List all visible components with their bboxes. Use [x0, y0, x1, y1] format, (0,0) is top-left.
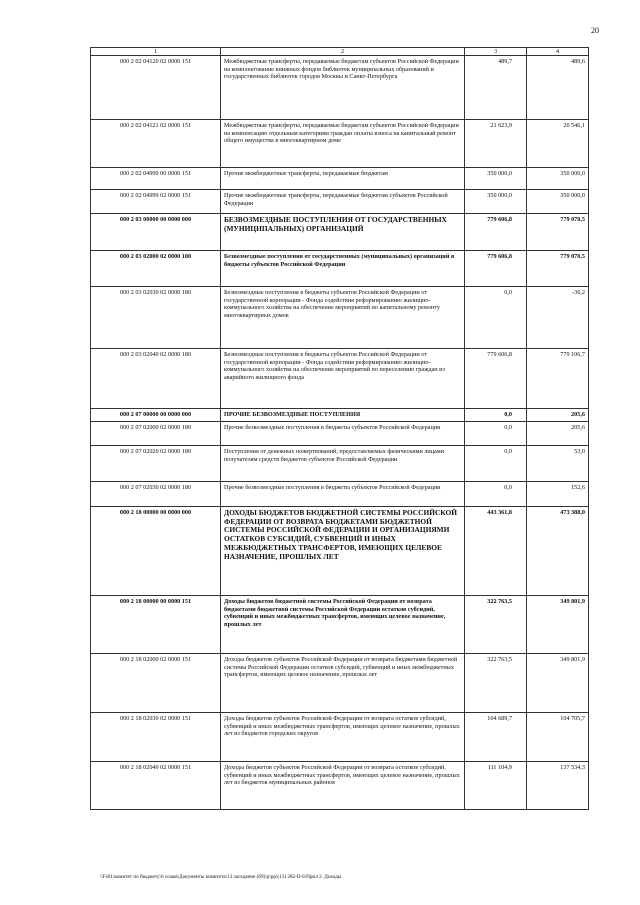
value-column-3: 779 606,8 — [465, 214, 527, 251]
value-column-3: 322 763,5 — [465, 654, 527, 713]
value-column-4: 350 000,0 — [527, 190, 589, 214]
column-header: 3 — [465, 48, 527, 56]
row-description: Прочие межбюджетные трансферты, передаваемые бюджетам субъектов Российской Федерации — [221, 190, 465, 214]
value-column-3: 443 361,8 — [465, 507, 527, 596]
budget-code: 000 2 18 02030 02 0000 151 — [91, 713, 221, 762]
row-description: Межбюджетные трансферты, передаваемые бюджетам субъектов Российской Федерации на комплектование книжных фондов библиотек муниципальных образований и государственных библиотек городов Москвы и Санкт-Петербурга — [221, 56, 465, 120]
document-path-footer: \\Fs01\комитет по бюджету\6 созыв\Документы комитета\13 заседание (69)\р\рр\(13) 282-II-6\Прил 2. Доходы — [100, 874, 342, 880]
table-row — [91, 596, 589, 654]
budget-code: 000 2 03 02030 02 0000 180 — [91, 287, 221, 349]
row-description: Безвозмездные поступления от государственных (муниципальных) организаций в бюджеты субъектов Российской Федерации — [221, 251, 465, 287]
value-column-3: 350 000,0 — [465, 190, 527, 214]
value-column-3: 779 606,8 — [465, 349, 527, 409]
page-number: 20 — [591, 26, 599, 35]
table-row — [91, 287, 589, 349]
value-column-3: 489,7 — [465, 56, 527, 120]
budget-code: 000 2 07 00000 00 0000 000 — [91, 409, 221, 422]
value-column-4: 779 070,5 — [527, 214, 589, 251]
budget-code: 000 2 02 04121 02 0000 151 — [91, 120, 221, 168]
row-description: Безвозмездные поступления в бюджеты субъектов Российской Федерации от государственной корпорации - Фонда содействия реформированию жилищно-коммунального хозяйства на обеспечение мероприятий по переселению граждан из аварийного жилищного фонда — [221, 349, 465, 409]
value-column-3: 0,0 — [465, 482, 527, 507]
table-row — [91, 168, 589, 190]
budget-revenue-table — [90, 47, 589, 810]
budget-code: 000 2 07 02030 02 0000 180 — [91, 482, 221, 507]
row-description: Прочие безвозмездные поступления в бюджеты субъектов Российской Федерации — [221, 482, 465, 507]
row-description: Доходы бюджетов субъектов Российской Федерации от возврата бюджетами бюджетной системы Российской Федерации остатков субсидий, субвенций и иных межбюджетных трансфертов, имеющих целевое назначение, прошлых лет — [221, 654, 465, 713]
value-column-4: 205,6 — [527, 422, 589, 446]
value-column-4: 349 801,9 — [527, 654, 589, 713]
column-header: 1 — [91, 48, 221, 56]
value-column-4: 137 534,3 — [527, 762, 589, 810]
budget-code: 000 2 02 04999 02 0000 151 — [91, 190, 221, 214]
value-column-3: 104 689,7 — [465, 713, 527, 762]
row-description: Доходы бюджетов бюджетной системы Российской Федерации от возврата бюджетами бюджетной системы Российской Федерации остатков субсидий, субвенций и иных межбюджетных трансфертов, имеющих целевое назначение, прошлых лет — [221, 596, 465, 654]
value-column-3: 322 763,5 — [465, 596, 527, 654]
value-column-4: 205,6 — [527, 409, 589, 422]
row-description: Доходы бюджетов субъектов Российской Федерации от возврата остатков субсидий, субвенций и иных межбюджетных трансфертов, имеющих целевое назначение, прошлых лет из бюджетов муниципальных районов — [221, 762, 465, 810]
value-column-4: 104 705,7 — [527, 713, 589, 762]
budget-code: 000 2 02 04999 00 0000 151 — [91, 168, 221, 190]
value-column-4: 489,6 — [527, 56, 589, 120]
column-header: 4 — [527, 48, 589, 56]
budget-code: 000 2 03 02000 02 0000 180 — [91, 251, 221, 287]
value-column-4: 473 388,0 — [527, 507, 589, 596]
budget-code: 000 2 18 00000 00 0000 000 — [91, 507, 221, 596]
value-column-3: 350 000,0 — [465, 168, 527, 190]
value-column-4: 779 070,5 — [527, 251, 589, 287]
budget-code: 000 2 07 02020 02 0000 180 — [91, 446, 221, 482]
row-description: Поступления от денежных пожертвований, предоставляемых физическими лицами получателям средств бюджетов субъектов Российской Федерации — [221, 446, 465, 482]
value-column-4: 152,6 — [527, 482, 589, 507]
row-description: Прочие безвозмездные поступления в бюджеты субъектов Российской Федерации — [221, 422, 465, 446]
budget-code: 000 2 07 02000 02 0000 180 — [91, 422, 221, 446]
row-description: Прочие межбюджетные трансферты, передаваемые бюджетам — [221, 168, 465, 190]
table-row — [91, 422, 589, 446]
value-column-4: 349 801,9 — [527, 596, 589, 654]
table-row — [91, 190, 589, 214]
table-row — [91, 446, 589, 482]
value-column-4: 20 546,1 — [527, 120, 589, 168]
budget-code: 000 2 02 04120 02 0000 151 — [91, 56, 221, 120]
table-row — [91, 349, 589, 409]
value-column-3: 0,0 — [465, 446, 527, 482]
table-row — [91, 251, 589, 287]
row-description: ДОХОДЫ БЮДЖЕТОВ БЮДЖЕТНОЙ СИСТЕМЫ РОССИЙСКОЙ ФЕДЕРАЦИИ ОТ ВОЗВРАТА БЮДЖЕТАМИ БЮДЖЕТНОЙ СИСТЕМЫ РОССИЙСКОЙ ФЕДЕРАЦИИ И ОРГАНИЗАЦИЯМИ ОСТАТКОВ СУБСИДИЙ, СУБВЕНЦИЙ И ИНЫХ МЕЖБЮДЖЕТНЫХ ТРАНСФЕРТОВ, ИМЕЮЩИХ ЦЕЛЕВОЕ НАЗНАЧЕНИЕ, ПРОШЛЫХ ЛЕТ — [221, 507, 465, 596]
budget-code: 000 2 03 02040 02 0000 180 — [91, 349, 221, 409]
table-header-row — [91, 48, 589, 56]
table-row — [91, 214, 589, 251]
value-column-4: 53,0 — [527, 446, 589, 482]
value-column-3: 111 104,9 — [465, 762, 527, 810]
table-row — [91, 654, 589, 713]
column-header: 2 — [221, 48, 465, 56]
row-description: Доходы бюджетов субъектов Российской Федерации от возврата остатков субсидий, субвенций и иных межбюджетных трансфертов, имеющих целевое назначение, прошлых лет из бюджетов городских округов — [221, 713, 465, 762]
table-row — [91, 507, 589, 596]
value-column-3: 779 606,8 — [465, 251, 527, 287]
row-description: Безвозмездные поступления в бюджеты субъектов Российской Федерации от государственной корпорации - Фонда содействия реформированию жилищно-коммунального хозяйства на обеспечение мероприятий по капитальному ремонту многоквартирных домов — [221, 287, 465, 349]
table-row — [91, 482, 589, 507]
table-row — [91, 762, 589, 810]
value-column-4: 779 106,7 — [527, 349, 589, 409]
table-row — [91, 713, 589, 762]
value-column-3: 0,0 — [465, 287, 527, 349]
value-column-3: 21 623,9 — [465, 120, 527, 168]
row-description: Межбюджетные трансферты, передаваемые бюджетам субъектов Российской Федерации на компенсацию отдельным категориям граждан оплаты взноса на капитальный ремонт общего имущества в многоквартирном доме — [221, 120, 465, 168]
value-column-4: 350 000,0 — [527, 168, 589, 190]
value-column-4: -36,2 — [527, 287, 589, 349]
budget-code: 000 2 18 02040 02 0000 151 — [91, 762, 221, 810]
table-row — [91, 56, 589, 120]
row-description: БЕЗВОЗМЕЗДНЫЕ ПОСТУПЛЕНИЯ ОТ ГОСУДАРСТВЕННЫХ (МУНИЦИПАЛЬНЫХ) ОРГАНИЗАЦИЙ — [221, 214, 465, 251]
value-column-3: 0,0 — [465, 409, 527, 422]
table-row — [91, 120, 589, 168]
budget-code: 000 2 18 00000 00 0000 151 — [91, 596, 221, 654]
table-row — [91, 409, 589, 422]
budget-code: 000 2 18 02000 02 0000 151 — [91, 654, 221, 713]
value-column-3: 0,0 — [465, 422, 527, 446]
budget-code: 000 2 03 00000 00 0000 000 — [91, 214, 221, 251]
row-description: ПРОЧИЕ БЕЗВОЗМЕЗДНЫЕ ПОСТУПЛЕНИЯ — [221, 409, 465, 422]
